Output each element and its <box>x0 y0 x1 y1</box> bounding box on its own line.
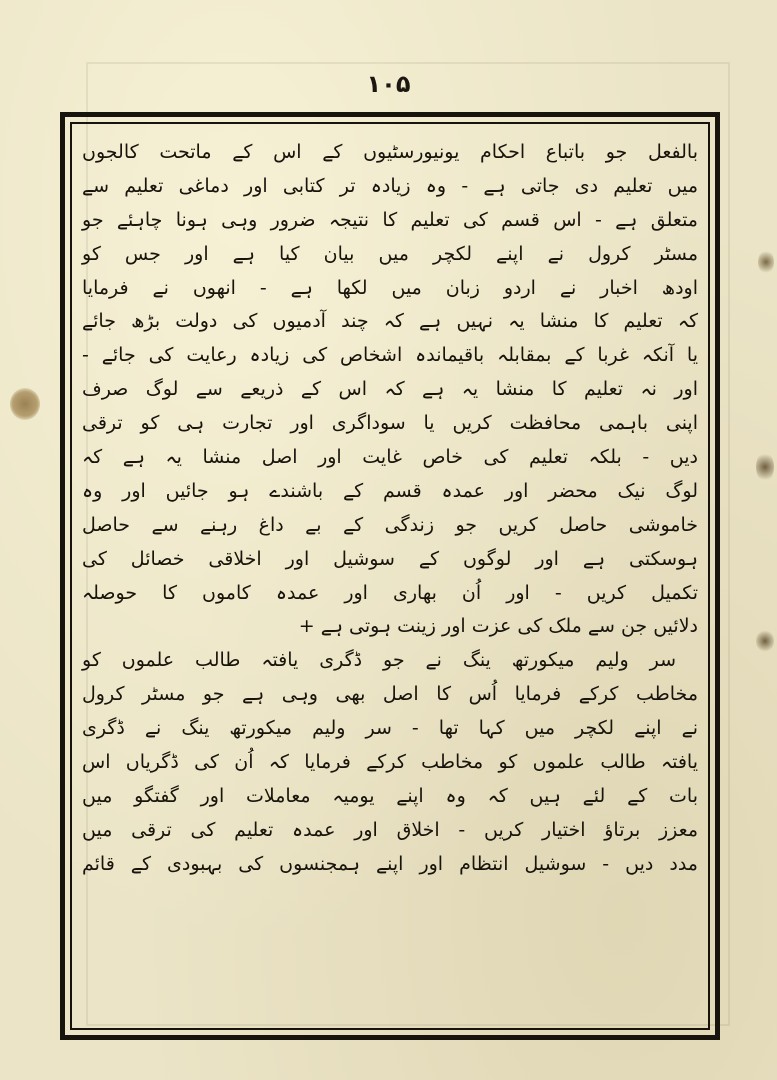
edge-stain <box>756 630 774 652</box>
text-line: بات کے لئے ہیں کہ وہ اپنے یومیہ معاملات اور گفتگو میں <box>82 784 698 807</box>
page-number: ۱۰۵ <box>366 70 411 98</box>
text-line: نے اپنے لکچر میں کہا تھا - سر ولیم میکورتھ ینگ نے ڈگری <box>82 717 698 740</box>
edge-stain <box>758 250 774 274</box>
text-line: معزز برتاؤ اختیار کریں - اخلاق اور عمدہ تعلیم کی ترقی میں <box>82 818 698 841</box>
text-line: مسٹر کرول نے اپنے لکچر میں بیان کیا ہے اور جس کو <box>82 242 698 265</box>
text-line: اودھ اخبار نے اردو زبان میں لکھا ہے - انھوں نے فرمایا <box>82 276 698 299</box>
text-line: یا آنکہ غربا کے بمقابلہ باقیماندہ اشخاص کی زیادہ رعایت کی جائے - <box>82 344 698 367</box>
binding-hole-stain <box>10 388 40 420</box>
text-line: بالفعل جو باتباع احکام یونیورسٹیوں کے اس کے ماتحت کالجوں <box>82 141 698 163</box>
text-line: تکمیل کریں - اور اُن بھاری اور عمدہ کاموں کا حوصلہ <box>82 581 698 604</box>
text-line: اپنی باہمی محافظت کریں یا سوداگری اور تجارت ہی کو ترقی <box>82 412 698 435</box>
body-text <box>78 136 702 1026</box>
text-line: خاموشی حاصل کریں جو زندگی کے بے داغ رہنے سے حاصل <box>82 513 698 536</box>
edge-stain <box>756 452 774 482</box>
text-line: دلائیں جن سے ملک کی عزت اور زینت ہوتی ہے + <box>298 615 698 638</box>
text-line: یافتہ طالب علموں کو مخاطب کرکے فرمایا کہ اُن کی ڈگریاں اس <box>82 751 698 774</box>
text-line: مدد دیں - سوشیل انتظام اور اپنے ہمجنسوں کی بہبودی کے قائم <box>82 852 698 875</box>
text-line: مخاطب کرکے فرمایا اُس کا اصل بھی وہی ہے جو مسٹر کرول <box>82 683 698 706</box>
text-line: ہوسکتی ہے اور لوگوں کے سوشیل اور اخلاقی خصائل کی <box>82 547 698 570</box>
text-line: کہ تعلیم کا منشا یہ نہیں ہے کہ چند آدمیوں کی دولت بڑھ جائے <box>82 310 698 333</box>
text-line: میں تعلیم دی جاتی ہے - وہ زیادہ تر کتابی اور دماغی تعلیم سے <box>82 174 698 197</box>
text-line: اور نہ تعلیم کا منشا یہ ہے کہ اس کے ذریعے سے لوگ صرف <box>82 378 698 401</box>
text-line: متعلق ہے - اس قسم کی تعلیم کا نتیجہ ضرور وہی ہونا چاہئے جو <box>82 208 698 231</box>
text-line: دیں - بلکہ تعلیم کی خاص غایت اور اصل منشا یہ ہے کہ <box>82 446 698 469</box>
text-line: لوگ نیک محضر اور عمدہ قسم کے باشندے ہو جائیں اور وہ <box>82 479 698 502</box>
text-line: سر ولیم میکورتھ ینگ نے جو ڈگری یافتہ طالب علموں کو <box>82 649 676 672</box>
